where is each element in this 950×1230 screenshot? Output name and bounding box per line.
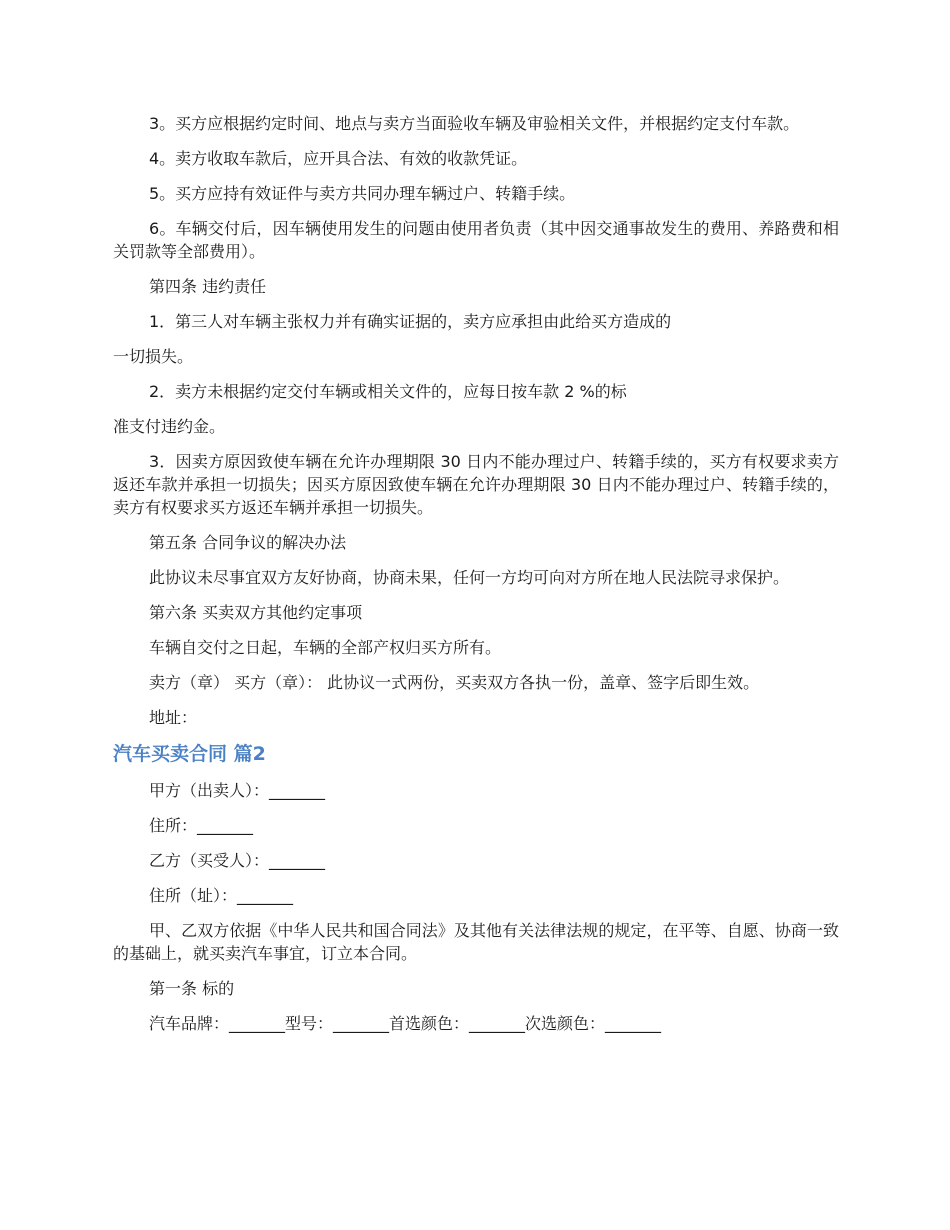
paragraph-ownership: 车辆自交付之日起，车辆的全部产权归买方所有。 bbox=[149, 638, 502, 657]
article-6-heading: 第六条 买卖双方其他约定事项 bbox=[149, 603, 363, 622]
article-4-heading: 第四条 违约责任 bbox=[149, 277, 267, 296]
paragraph-vehicle-spec: 汽车品牌：_______型号：_______首选颜色：_______次选颜色：_______ bbox=[149, 1014, 662, 1033]
paragraph-dispute: 此协议未尽事宜双方友好协商，协商未果，任何一方均可向对方所在地人民法院寻求保护。 bbox=[149, 568, 790, 587]
paragraph-preamble: 甲、乙双方依据《中华人民共和国合同法》及其他有关法律法规的规定，在平等、自愿、协商一致的基础上，就买卖汽车事宜，订立本合同。 bbox=[113, 921, 839, 963]
party-a-line: 甲方（出卖人）：_______ bbox=[149, 781, 326, 800]
party-b-address-line: 住所（址）：_______ bbox=[149, 886, 294, 905]
section-heading: 汽车买卖合同 篇2 bbox=[113, 743, 266, 765]
paragraph-signature: 卖方（章） 买方（章）： 此协议一式两份，买卖双方各执一份，盖章、签字后即生效。 bbox=[149, 673, 760, 692]
party-b-line: 乙方（买受人）：_______ bbox=[149, 851, 326, 870]
paragraph-liability-2: 2．卖方未根据约定交付车辆或相关文件的，应每日按车款 2 %的标 bbox=[149, 382, 627, 401]
article-1-heading: 第一条 标的 bbox=[149, 979, 235, 998]
paragraph-clause-6: 6。车辆交付后，因车辆使用发生的问题由使用者负责（其中因交通事故发生的费用、养路费和相关罚款等全部费用）。 bbox=[113, 219, 839, 261]
paragraph-liability-1-cont: 一切损失。 bbox=[113, 347, 194, 366]
paragraph-address: 地址： bbox=[149, 708, 198, 727]
paragraph-clause-4: 4。卖方收取车款后，应开具合法、有效的收款凭证。 bbox=[149, 149, 528, 168]
document-page bbox=[113, 112, 839, 1047]
paragraph-liability-1: 1．第三人对车辆主张权力并有确实证据的，卖方应承担由此给买方造成的 bbox=[149, 312, 672, 331]
party-a-address-line: 住所：_______ bbox=[149, 816, 254, 835]
paragraph-clause-5: 5。买方应持有效证件与卖方共同办理车辆过户、转籍手续。 bbox=[149, 184, 576, 203]
paragraph-liability-2-cont: 准支付违约金。 bbox=[113, 417, 226, 436]
paragraph-liability-3: 3．因卖方原因致使车辆在允许办理期限 30 日内不能办理过户、转籍手续的，买方有权要求卖方返还车款并承担一切损失；因买方原因致使车辆在允许办理期限 30 日内不能办理过户、转籍手续的，卖方有权要求买方返还车辆并承担一切损失。 bbox=[113, 452, 839, 517]
article-5-heading: 第五条 合同争议的解决办法 bbox=[149, 533, 347, 552]
paragraph-clause-3: 3。买方应根据约定时间、地点与卖方当面验收车辆及审验相关文件，并根据约定支付车款。 bbox=[149, 114, 800, 133]
